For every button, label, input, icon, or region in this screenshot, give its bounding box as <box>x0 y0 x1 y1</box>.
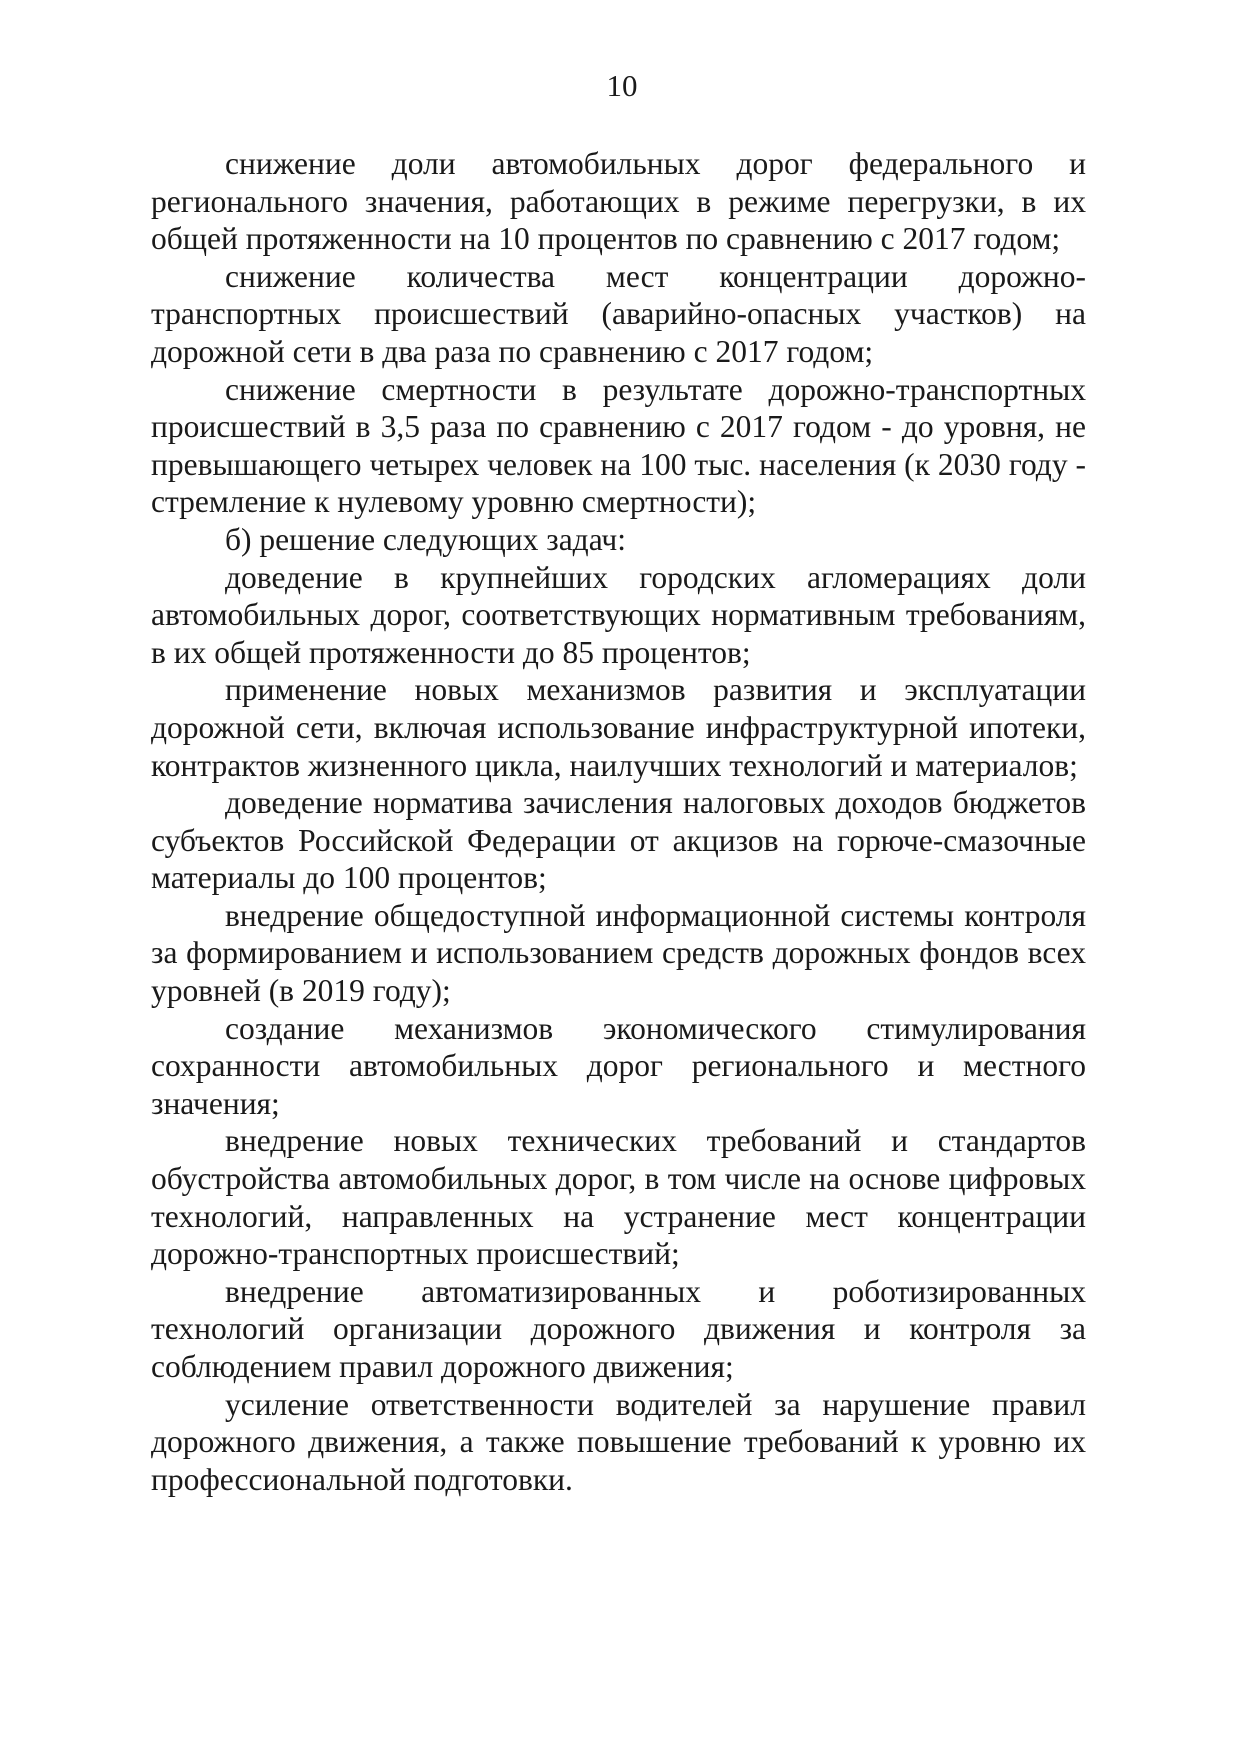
paragraph-driver-responsibility: усиление ответственности водителей за нарушение правил дорожного движения, а также повышение требований к уровню их профессиональной подготовки. <box>151 1386 1086 1497</box>
paragraph-excise-norm: доведение норматива зачисления налоговых доходов бюджетов субъектов Российской Федерации от акцизов на горюче-смазочные материалы до 100 процентов; <box>151 785 1086 896</box>
paragraph-new-mechanisms: применение новых механизмов развития и эксплуатации дорожной сети, включая использование инфраструктурной ипотеки, контрактов жизненного цикла, наилучших технологий и материалов; <box>151 672 1086 783</box>
paragraph-economic-incentives: создание механизмов экономического стимулирования сохранности автомобильных дорог регионального и местного значения; <box>151 1010 1086 1121</box>
paragraph-road-overload-reduction: снижение доли автомобильных дорог федерального и регионального значения, работающих в режиме перегрузки, в их общей протяженности на 10 процентов по сравнению с 2017 годом; <box>151 146 1086 257</box>
paragraph-technical-requirements: внедрение новых технических требований и стандартов обустройства автомобильных дорог, в том числе на основе цифровых технологий, направленных на устранение мест концентрации дорожно-транспортных происшествий; <box>151 1123 1086 1272</box>
paragraph-information-system: внедрение общедоступной информационной системы контроля за формированием и использованием средств дорожных фондов всех уровней (в 2019 году); <box>151 897 1086 1009</box>
paragraph-mortality-reduction: снижение смертности в результате дорожно-транспортных происшествий в 3,5 раза по сравнению с 2017 годом - до уровня, не превышающего четырех человек на 100 тыс. населения (к 2030 году - стремление к нулевому уровню смертности); <box>151 371 1086 520</box>
paragraph-automated-technologies: внедрение автоматизированных и роботизированных технологий организации дорожного движения и контроля за соблюдением правил дорожного движения; <box>151 1273 1086 1384</box>
page-number: 10 <box>606 68 638 103</box>
paragraph-agglomeration-roads: доведение в крупнейших городских агломерациях доли автомобильных дорог, соответствующих нормативным требованиям, в их общей протяженности до 85 процентов; <box>151 559 1086 670</box>
document-body <box>151 145 1086 1498</box>
paragraph-accident-hotspots-reduction: снижение количества мест концентрации дорожно-транспортных происшествий (аварийно-опасных участков) на дорожной сети в два раза по сравнению с 2017 годом; <box>151 258 1086 369</box>
paragraph-tasks-heading: б) решение следующих задач: <box>225 521 627 557</box>
